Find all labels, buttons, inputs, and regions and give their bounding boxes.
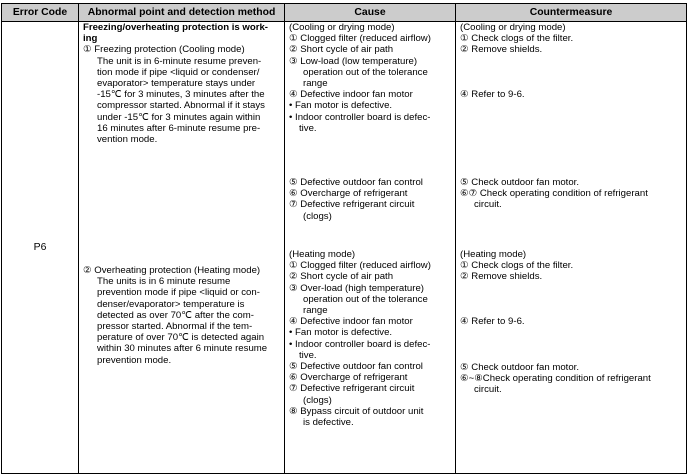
counter-line: (Heating mode) [460, 249, 527, 260]
error-code-cell: P6 [2, 22, 79, 474]
freezing-line: tion mode if pipe <liquid or condenser/ [97, 66, 260, 78]
table-row [2, 22, 687, 474]
freezing-protection [83, 44, 282, 145]
list-item: ③ Over-load (high temperature) [289, 282, 424, 294]
list-item: (clogs) [303, 394, 332, 406]
list-item: (Cooling or drying mode) [289, 22, 395, 33]
cause-cell [285, 22, 456, 474]
cause-heating-list [289, 249, 453, 428]
overheating-line: perature of over 70℃ is detected again [97, 332, 265, 344]
list-item: ⑥ Overcharge of refrigerant [289, 188, 408, 200]
abnormal-title [83, 22, 282, 44]
list-item: (clogs) [303, 210, 332, 222]
list-item: ⑥ Overcharge of refrigerant [289, 372, 408, 384]
list-item: range [303, 78, 328, 90]
counter-heating [460, 249, 684, 283]
header-error-code: Error Code [2, 4, 79, 22]
freezing-line: vention mode. [97, 134, 158, 146]
header-cause: Cause [285, 4, 456, 22]
list-item: is defective. [303, 417, 354, 429]
cause-cooling-outdoor-list [289, 177, 453, 222]
freezing-line: under -15℃ for 3 minutes again within [97, 111, 261, 123]
list-item: ① Clogged filter (reduced airflow) [289, 260, 431, 272]
counter-line: (Cooling or drying mode) [460, 22, 566, 33]
counter-line: ② Remove shields. [460, 44, 543, 56]
list-item: ③ Low-load (low temperature) [289, 55, 418, 67]
freezing-line: evaporator> temperature stays under [97, 78, 256, 89]
freezing-line: -15℃ for 3 minutes, 3 minutes after the [97, 89, 265, 101]
counter-line: ① Check clogs of the filter. [460, 260, 574, 272]
counter-line: ④ Refer to 9-6. [460, 89, 525, 101]
list-item: ⑦ Defective refrigerant circuit [289, 199, 415, 211]
overheating-line: The units is in 6 minute resume [97, 276, 231, 288]
list-item: range [303, 305, 328, 317]
freezing-line: 16 minutes after 6-minute resume pre- [97, 122, 261, 134]
list-item: ⑤ Check outdoor fan motor. [460, 362, 579, 373]
list-item: ④ Defective indoor fan motor [289, 89, 413, 101]
counter-heating-ref [460, 316, 684, 327]
list-item: circuit. [474, 199, 502, 211]
list-item: ⑤ Defective outdoor fan control [289, 177, 423, 188]
list-item: ⑤ Defective outdoor fan control [289, 361, 423, 373]
list-item: • Fan motor is defective. [289, 100, 393, 112]
list-item: ⑥⑦ Check operating condition of refrigerant [460, 188, 648, 200]
list-item: ① Clogged filter (reduced airflow) [289, 33, 431, 45]
list-item: • Indoor controller board is defec- [289, 111, 431, 123]
freezing-head: ① Freezing protection (Cooling mode) [83, 44, 245, 56]
list-item: ② Short cycle of air path [289, 271, 394, 283]
counter-line: ④ Refer to 9-6. [460, 316, 525, 328]
abnormal-title-line: ing [83, 33, 98, 45]
overheating-head: ② Overheating protection (Heating mode) [83, 265, 261, 276]
list-item: ⑤ Check outdoor fan motor. [460, 177, 579, 188]
list-item: operation out of the tolerance [303, 66, 428, 78]
counter-line: ② Remove shields. [460, 271, 543, 283]
list-item: • Indoor controller board is defec- [289, 338, 431, 350]
abnormal-cell [79, 22, 285, 474]
list-item: ④ Defective indoor fan motor [289, 316, 413, 328]
list-item: ⑦ Defective refrigerant circuit [289, 383, 415, 395]
overheating-line: prevention mode if pipe <liquid or con- [97, 287, 260, 299]
freezing-line: compressor started. Abnormal if it stays [97, 100, 265, 112]
abnormal-title-line: Freezing/overheating protection is work- [83, 22, 268, 33]
overheating-line: detected as over 70℃ after the com- [97, 309, 254, 321]
list-item: tive. [299, 122, 317, 134]
countermeasure-cell [456, 22, 687, 474]
counter-cooling [460, 22, 684, 56]
list-item: circuit. [474, 384, 502, 396]
list-item: ② Short cycle of air path [289, 44, 394, 56]
list-item: • Fan motor is defective. [289, 327, 393, 339]
list-item: ⑧ Bypass circuit of outdoor unit [289, 405, 424, 417]
counter-cooling-outdoor-list [460, 177, 684, 211]
header-countermeasure: Countermeasure [456, 4, 687, 22]
list-item: operation out of the tolerance [303, 293, 428, 305]
header-row [2, 4, 687, 22]
header-abnormal: Abnormal point and detection method [79, 4, 285, 22]
overheating-line: pressor started. Abnormal if the tem- [97, 321, 253, 333]
overheating-line: denser/evaporator> temperature is [97, 298, 245, 310]
cause-cooling-list [289, 22, 453, 134]
error-table [1, 3, 687, 474]
counter-line: ① Check clogs of the filter. [460, 33, 574, 45]
list-item: tive. [299, 349, 317, 361]
counter-heating-outdoor-list [460, 362, 684, 396]
counter-cooling-ref [460, 89, 684, 100]
overheating-protection [83, 265, 282, 366]
list-item: ⑥~⑧Check operating condition of refrigerant [460, 373, 651, 385]
overheating-line: within 30 minutes after 6 minute resume [97, 343, 268, 355]
list-item: (Heating mode) [289, 249, 356, 260]
overheating-line: prevention mode. [97, 354, 172, 366]
freezing-line: The unit is in 6-minute resume preven- [97, 55, 262, 67]
